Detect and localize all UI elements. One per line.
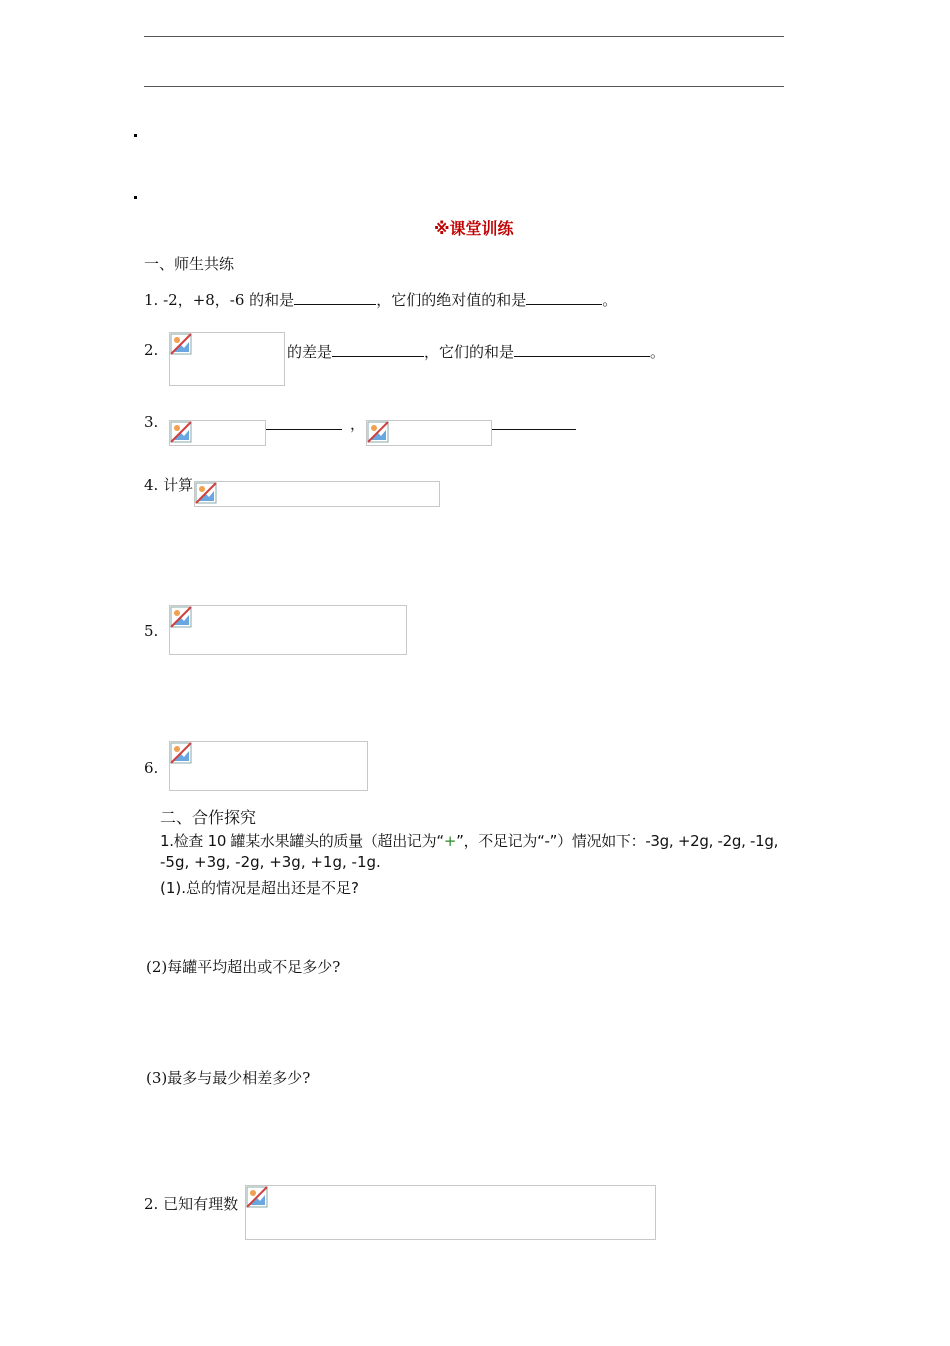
q1-blank-1	[294, 290, 376, 305]
part2-q1-text-c: +2g, -2g, -1g,	[677, 832, 779, 850]
broken-image-icon	[367, 421, 389, 443]
q5-image	[169, 605, 407, 655]
q5-number: 5.	[144, 622, 159, 640]
top-rule-1	[144, 36, 784, 37]
part1-heading: 一、师生共练	[144, 255, 235, 273]
q2-text-c: 。	[650, 343, 666, 361]
part2-q1-sub1: (1).总的情况是超出还是不足?	[160, 879, 359, 897]
q3-number: 3.	[144, 413, 159, 431]
broken-image-icon	[170, 333, 192, 355]
part2-q1-line1	[160, 830, 778, 851]
bullet-dot	[134, 196, 137, 199]
part2-q1-text-b: ”，不足记为“-”）情况如下：-3g,	[456, 832, 674, 850]
part2-q1-sub2: (2)每罐平均超出或不足多少?	[146, 958, 341, 976]
q1-text-b: ，它们的绝对值的和是	[376, 291, 527, 309]
part2-heading: 二、合作探究	[160, 808, 257, 827]
broken-image-icon	[170, 742, 192, 764]
top-rule-2	[144, 86, 784, 87]
part2-q1-line2: -5g, +3g, -2g, +3g, +1g, -1g.	[160, 853, 381, 871]
question-1	[144, 289, 617, 310]
question-2	[287, 341, 665, 362]
q2-blank-2	[514, 342, 650, 357]
broken-image-icon	[170, 421, 192, 443]
q4-image	[194, 481, 440, 507]
q1-text-c: 。	[602, 291, 618, 309]
q6-image	[169, 741, 368, 791]
q2-image	[169, 332, 285, 386]
q6-number: 6.	[144, 759, 159, 777]
q3-image-2	[366, 420, 492, 446]
q2-number: 2.	[144, 341, 159, 359]
broken-image-icon	[246, 1186, 268, 1208]
part2-q1-plus: +	[443, 832, 457, 850]
part2-q2-image	[245, 1185, 656, 1240]
section-title: ※课堂训练	[434, 219, 514, 238]
broken-image-icon	[195, 482, 217, 504]
q3-blank-1	[266, 429, 342, 430]
q2-text-a: 的差是	[287, 343, 333, 361]
question-4: 4. 计算	[144, 476, 194, 494]
q2-text-b: ，它们的和是	[424, 343, 515, 361]
q1-blank-2	[526, 290, 602, 305]
bullet-dot	[134, 134, 137, 137]
broken-image-icon	[170, 606, 192, 628]
part2-q2: 2. 已知有理数	[144, 1195, 239, 1213]
q3-separator: ，	[350, 415, 366, 433]
q3-image-1	[169, 420, 266, 446]
q3-blank-2	[492, 429, 576, 430]
q2-blank-1	[332, 342, 424, 357]
part2-q1-sub3: (3)最多与最少相差多少?	[146, 1069, 311, 1087]
q1-text-a: 1. -2，+8，-6 的和是	[144, 291, 295, 309]
part2-q1-text-a: 1.检查 10 罐某水果罐头的质量（超出记为“	[160, 832, 444, 850]
